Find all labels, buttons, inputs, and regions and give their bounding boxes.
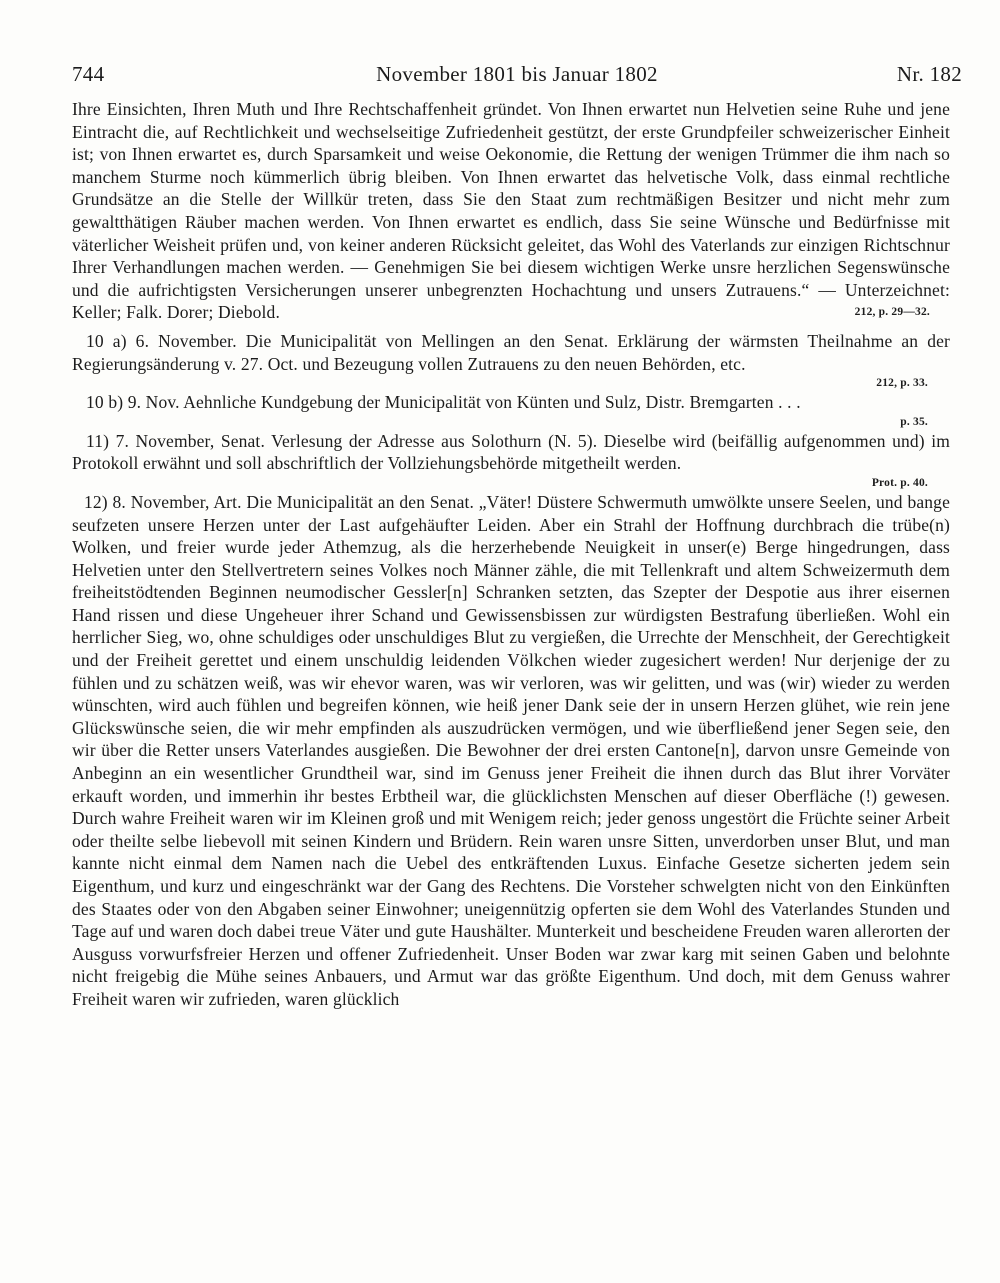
paragraph-text: 10 a) 6. November. Die Municipalität von Mellingen an den Senat. Erklärung der wärmsten Theilnahme an der Regierungsänderung v. 27. Oct. und Bezeugung vollen Zutrauens zu den neuen Behörden, etc. bbox=[72, 330, 950, 374]
paragraph-entry-10a bbox=[72, 330, 950, 375]
paragraph-text: 12) 8. November, Art. Die Municipalität an den Senat. „Väter! Düstere Schwermuth umwölkte unsere Seelen, und bange seufzeten unsere Herzen unter der Last aufgehäufter Leiden. Aber ein Strahl der Hoffnung durchbrach die trübe(n) Wolken, und freier wurde jeder Athemzug, als die herzerhebende Neuigkeit in unser(e) Berge hingedrungen, dass Helvetien unter den Stellvertretern seines Volkes noch Männer zähle, die mit Tellenkraft und altem Schweizermuth dem freiheitstödtenden Beginnen neumodischer Gessler[n] Schranken setzten, das Szepter der Despotie aus ihrer eisernen Hand rissen und diese Ungeheuer ihrer Schand und Gewissensbissen zur würdigsten Bestrafung überließen. Wohl ein herrlicher Sieg, wo, ohne schuldiges oder unschuldiges Blut zu vergießen, die Urrechte der Menschheit, der Gerechtigkeit und der Freiheit gerettet und einem unschuldig leidenden Völkchen wieder zugesichert werden! Nur derjenige der zu fühlen und zu schätzen weiß, was wir ehevor waren, was wir verloren, was wir gelitten, und was (wir) wieder zu werden wünschten, wird auch fühlen und begreifen können, wie heiß jener Dank seie der in unsern Herzen glühet, wie rein jene Glückswünsche seien, die wir mehr empfinden als auszudrücken vermögen, und wie überfließend jener Segen seie, den wir über die Retter unsers Vaterlandes ausgießen. Die Bewohner der drei ersten Cantone[n], darvon unsre Gemeinde von Anbeginn an ein wesentlicher Grundtheil war, sind im Genuss jener Freiheit die ihnen durch das Blut ihrer Vorväter erkauft worden, und immerhin ihr bestes Erbtheil war, die glücklichsten Menschen auf dieser Oberfläche (!) gewesen. Durch wahre Freiheit waren wir im Kleinen groß und mit Wenigem reich; jeder genoss ungestört die Früchte seiner Arbeit oder theilte selbe liebevoll mit seinen Kindern und Brüdern. Rein waren unsre Sitten, unverdorben unser Blut, und man kannte nicht einmal dem Namen nach die Uebel des entkräftenden Luxus. Einfache Gesetze sicherten jedem sein Eigenthum, und kurz und eingeschränkt war der Gang des Rechtens. Die Vorsteher schwelgten nicht von den Einkünften des Staates oder von den Abgaben seiner Einwohner; uneigennützig opferten sie dem Wohl des Vaterlandes Stunden und Tage auf und waren doch dabei treue Väter und gute Haushälter. Munterkeit und bescheidene Freuden waren allerorten der Ausguss vorwurfsfreier Herzen und offener Zufriedenheit. Unser Boden war zwar karg mit seinen Gaben und belohnte nicht freigebig die Mühe seines Anbauers, und Armut war das größte Eigenthum. Und doch, mit dem Genuss wahrer Freiheit waren wir zufrieden, waren glücklich bbox=[72, 491, 950, 1009]
paragraph-text: 11) 7. November, Senat. Verlesung der Adresse aus Solothurn (N. 5). Dieselbe wird (beifällig aufgenommen und) im Protokoll erwähnt und soll abschriftlich der Vollziehungsbehörde mitgetheilt werden. bbox=[72, 430, 950, 474]
paragraph-text: 10 b) 9. Nov. Aehnliche Kundgebung der Municipalität von Künten und Sulz, Distr. Bremgarten . . . bbox=[86, 392, 801, 413]
body-text bbox=[72, 98, 950, 1011]
paragraph-continuation bbox=[72, 98, 950, 324]
header-title: November 1801 bis Januar 1802 bbox=[376, 62, 658, 86]
paragraph-entry-10b bbox=[72, 391, 950, 414]
running-header bbox=[72, 62, 962, 92]
source-reference: 212, p. 33. bbox=[876, 377, 928, 390]
source-reference: 212, p. 29—32. bbox=[854, 306, 930, 319]
source-reference: p. 35. bbox=[900, 415, 928, 428]
paragraph-text: Ihre Einsichten, Ihren Muth und Ihre Rechtschaffenheit gründet. Von Ihnen erwartet nun Helvetien seine Ruhe und jene Eintracht die, auf Rechtlichkeit und wechselseitige Zufriedenheit gestützt, der erste Grundpfeiler schweizerischer Einheit ist; von Ihnen erwartet es, durch Sparsamkeit und weise Oekonomie, die Rettung der wenigen Trümmer die ihm nach so manchem Sturme noch kümmerlich übrig bleiben. Von Ihnen erwartet das helvetische Volk, dass einmal rechtliche Grundsätze an die Stelle der Willkür treten, dass Sie den Staat zum rechtmäßigen Besitzer und nicht mehr zum gewaltthätigen Räuber machen werden. Von Ihnen erwartet es endlich, dass Sie seine Wünsche und Bedürfnisse mit väterlicher Weisheit prüfen und, von keiner anderen Rücksicht geleitet, das Wohl des Vaterlands zur einzigen Richtschnur Ihrer Verhandlungen machen werden. — Genehmigen Sie bei diesem wichtigen Werke unsre herzlichen Segenswünsche und die aufrichtigsten Versicherungen unserer unbegrenzten Hochachtung und unsers Zutrauens.“ — Unterzeichnet: Keller; Falk. Dorer; Diebold. bbox=[72, 99, 950, 323]
paragraph-entry-12 bbox=[72, 491, 950, 1011]
paragraph-entry-11 bbox=[72, 430, 950, 475]
page-number: 744 bbox=[72, 62, 105, 86]
source-reference: Prot. p. 40. bbox=[871, 476, 928, 489]
document-number: Nr. 182 bbox=[896, 62, 962, 86]
